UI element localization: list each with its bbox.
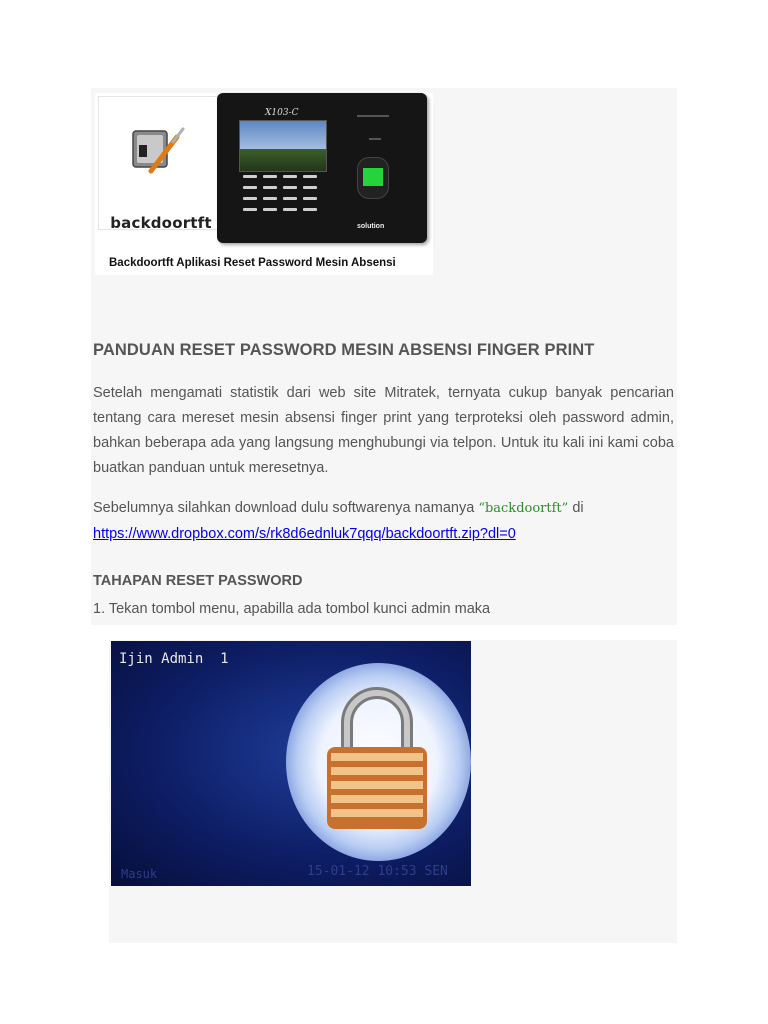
- datetime-display: 15-01-12 10:53 SEN: [307, 864, 448, 879]
- backdoortft-banner-image: [95, 93, 433, 275]
- device-screen: [239, 120, 327, 172]
- padlock-icon: [317, 683, 437, 833]
- download-text-end: di: [568, 500, 584, 516]
- intro-paragraph: Setelah mengamati statistik dari web site Mitratek, ternyata cukup banyak pencarian tentang cara mereset mesin absensi finger print yang terproteksi oleh password admin, bahkan beberapa ada yang langsung menghubungi via telpon. Untuk itu kali ini kami coba buatkan panduan untuk meresetnya.: [93, 385, 674, 476]
- status-masuk: Masuk: [121, 867, 158, 881]
- admin-header-text: Ijin Admin 1: [119, 651, 229, 667]
- admin-lock-screenshot: [111, 641, 471, 886]
- dropbox-download-link[interactable]: https://www.dropbox.com/s/rk8d6ednluk7qqq/backdoortft.zip?dl=0: [93, 526, 516, 542]
- steps-heading: TAHAPAN RESET PASSWORD: [93, 573, 303, 589]
- device-wrench-icon: [129, 123, 189, 183]
- backdoortft-logo: [98, 96, 217, 230]
- fingerprint-sensor: [357, 157, 389, 199]
- device-brand: X103-C: [265, 108, 299, 118]
- logo-text: backdoortft: [110, 214, 212, 232]
- image-caption: Backdoortft Aplikasi Reset Password Mesin Absensi: [109, 257, 396, 269]
- attendance-machine: [217, 93, 427, 243]
- software-name: “backdoortft”: [478, 501, 569, 516]
- device-keypad: [243, 175, 323, 211]
- article-title: PANDUAN RESET PASSWORD MESIN ABSENSI FINGER PRINT: [93, 341, 595, 359]
- device-label: solution: [357, 223, 385, 230]
- step-1: 1. Tekan tombol menu, apabilla ada tombol kunci admin maka: [93, 601, 491, 617]
- download-paragraph: [93, 496, 674, 521]
- download-text: Sebelumnya silahkan download dulu softwarenya namanya: [93, 500, 479, 516]
